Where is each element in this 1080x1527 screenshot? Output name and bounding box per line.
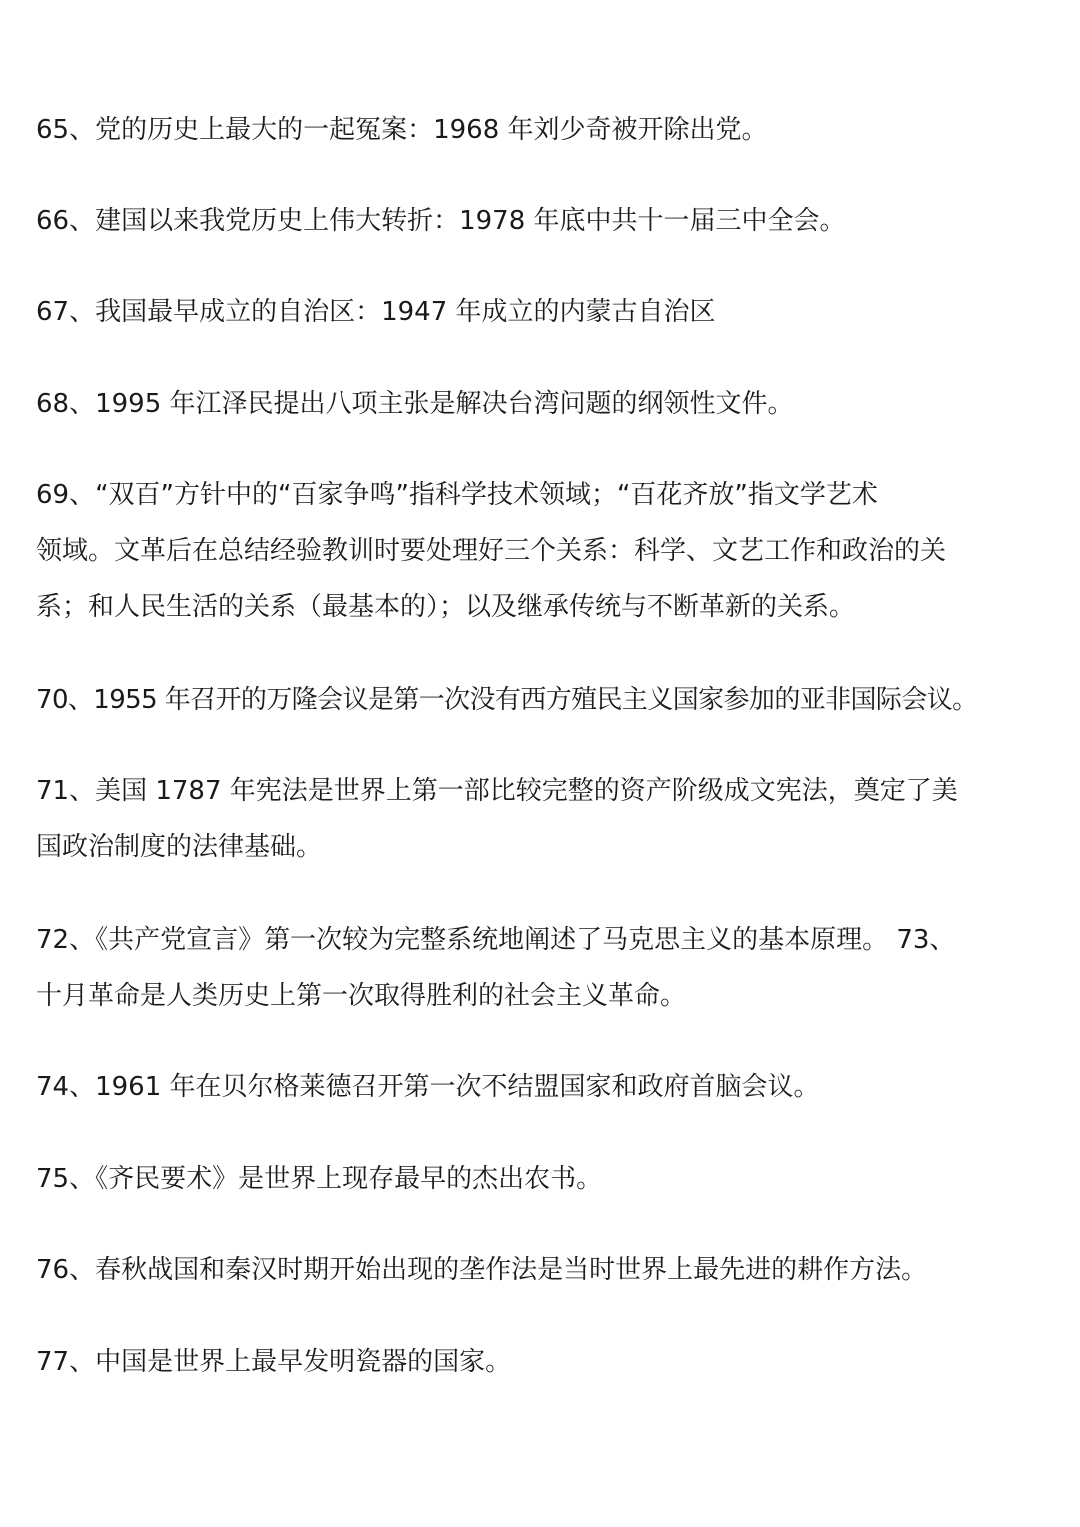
- item-text-line: 74、1961 年在贝尔格莱德召开第一次不结盟国家和政府首脑会议。: [36, 1072, 820, 1102]
- list-item-65: [36, 102, 1056, 158]
- item-text-line: 领域。文革后在总结经验教训时要处理好三个关系：科学、文艺工作和政治的关: [36, 536, 947, 566]
- item-text-line: 67、我国最早成立的自治区：1947 年成立的内蒙古自治区: [36, 297, 716, 327]
- item-text-line: 国政治制度的法律基础。: [36, 832, 323, 862]
- item-text-line: 75、《齐民要术》是世界上现存最早的杰出农书。: [36, 1164, 603, 1194]
- list-item-75: [36, 1151, 1056, 1207]
- item-text-line: 65、党的历史上最大的一起冤案：1968 年刘少奇被开除出党。: [36, 115, 768, 145]
- item-text-line: 76、春秋战国和秦汉时期开始出现的垄作法是当时世界上最先进的耕作方法。: [36, 1255, 928, 1285]
- item-text-line: 72、《共产党宣言》第一次较为完整系统地阐述了马克思主义的基本原理。 73、: [36, 925, 956, 955]
- list-item-70: [36, 672, 1076, 728]
- item-text-line: 系；和人民生活的关系（最基本的）；以及继承传统与不断革新的关系。: [36, 592, 856, 622]
- list-item-74: [36, 1059, 1056, 1115]
- item-text-line: 77、中国是世界上最早发明瓷器的国家。: [36, 1347, 512, 1377]
- list-item-68: [36, 376, 1056, 432]
- list-item-76: [36, 1242, 1056, 1298]
- list-item-67: [36, 284, 1056, 340]
- list-item-72-73: [36, 912, 1056, 1024]
- item-text-line: 十月革命是人类历史上第一次取得胜利的社会主义革命。: [36, 981, 687, 1011]
- item-text-line: 71、美国 1787 年宪法是世界上第一部比较完整的资产阶级成文宪法，奠定了美: [36, 776, 958, 806]
- item-text-line: 66、建国以来我党历史上伟大转折：1978 年底中共十一届三中全会。: [36, 206, 846, 236]
- item-text-line: 69、“双百”方针中的“百家争鸣”指科学技术领域；“百花齐放”指文学艺术: [36, 480, 878, 510]
- list-item-71: [36, 763, 1056, 875]
- item-text-line: 70、1955 年召开的万隆会议是第一次没有西方殖民主义国家参加的亚非国际会议。: [36, 685, 978, 715]
- item-text-line: 68、1995 年江泽民提出八项主张是解决台湾问题的纲领性文件。: [36, 389, 794, 419]
- list-item-66: [36, 193, 1056, 249]
- list-item-77: [36, 1334, 1056, 1390]
- list-item-69: [36, 467, 1056, 635]
